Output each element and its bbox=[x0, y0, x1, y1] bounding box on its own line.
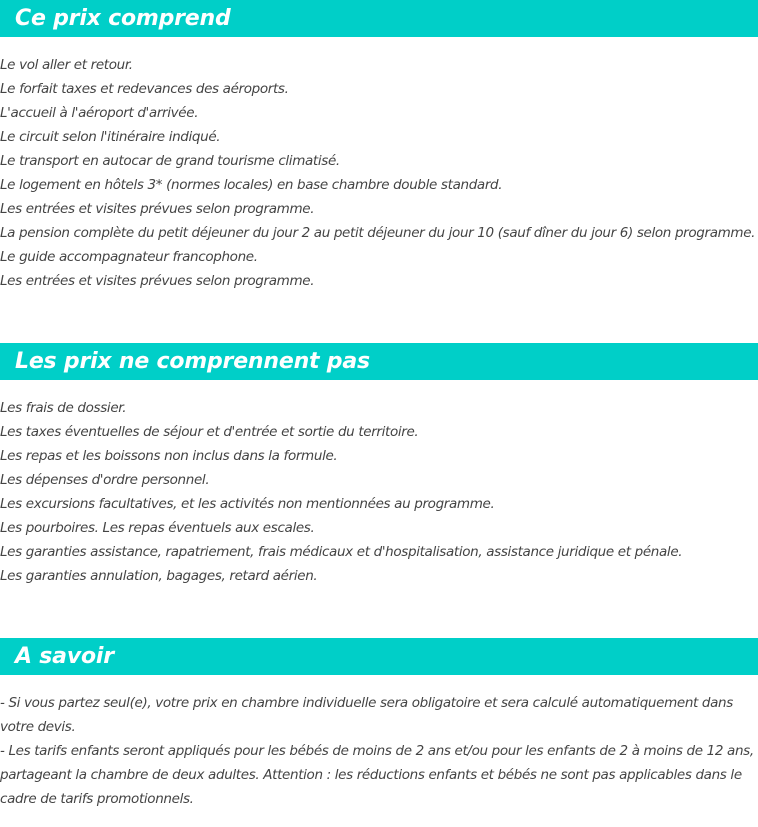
list-item: Les garanties assistance, rapatriement, frais médicaux et d'hospitalisation, assistance juridique et pénale. bbox=[0, 544, 683, 560]
list-item: Les entrées et visites prévues selon programme. bbox=[0, 273, 315, 289]
list-item: Les frais de dossier. bbox=[0, 400, 127, 416]
list-item: Les excursions facultatives, et les activités non mentionnées au programme. bbox=[0, 496, 495, 512]
list-item: Le circuit selon l'itinéraire indiqué. bbox=[0, 129, 221, 145]
list-item: Le logement en hôtels 3* (normes locales) en base chambre double standard. bbox=[0, 177, 503, 193]
list-item: L'accueil à l'aéroport d'arrivée. bbox=[0, 105, 199, 121]
section-title-les-prix-ne-comprennent-pas: Les prix ne comprennent pas bbox=[0, 343, 758, 380]
good-to-know-list bbox=[0, 691, 758, 811]
list-item: La pension complète du petit déjeuner du jour 2 au petit déjeuner du jour 10 (sauf dîner du jour 6) selon programme. bbox=[0, 225, 756, 241]
list-item: Les garanties annulation, bagages, retard aérien. bbox=[0, 568, 318, 584]
list-item: Les taxes éventuelles de séjour et d'entrée et sortie du territoire. bbox=[0, 424, 419, 440]
list-item: - Les tarifs enfants seront appliqués pour les bébés de moins de 2 ans et/ou pour les enfants de 2 à moins de 12 ans, partageant la chambre de deux adultes. Attention : les réductions enfants et bébés ne sont pas applicables dans le cadre de tarifs promotionnels. bbox=[0, 743, 754, 807]
list-item: Les dépenses d'ordre personnel. bbox=[0, 472, 210, 488]
list-item: Les entrées et visites prévues selon programme. bbox=[0, 201, 315, 217]
list-item: Les pourboires. Les repas éventuels aux escales. bbox=[0, 520, 315, 536]
list-item: Le vol aller et retour. bbox=[0, 57, 133, 73]
list-item: Le forfait taxes et redevances des aéroports. bbox=[0, 81, 289, 97]
list-item: - Si vous partez seul(e), votre prix en chambre individuelle sera obligatoire et sera calculé automatiquement dans votre devis. bbox=[0, 695, 733, 735]
list-item: Le transport en autocar de grand tourisme climatisé. bbox=[0, 153, 340, 169]
included-list bbox=[0, 53, 758, 293]
section-title-ce-prix-comprend: Ce prix comprend bbox=[0, 0, 758, 37]
not-included-list bbox=[0, 396, 758, 588]
list-item: Les repas et les boissons non inclus dans la formule. bbox=[0, 448, 338, 464]
section-title-a-savoir: A savoir bbox=[0, 638, 758, 675]
list-item: Le guide accompagnateur francophone. bbox=[0, 249, 258, 265]
